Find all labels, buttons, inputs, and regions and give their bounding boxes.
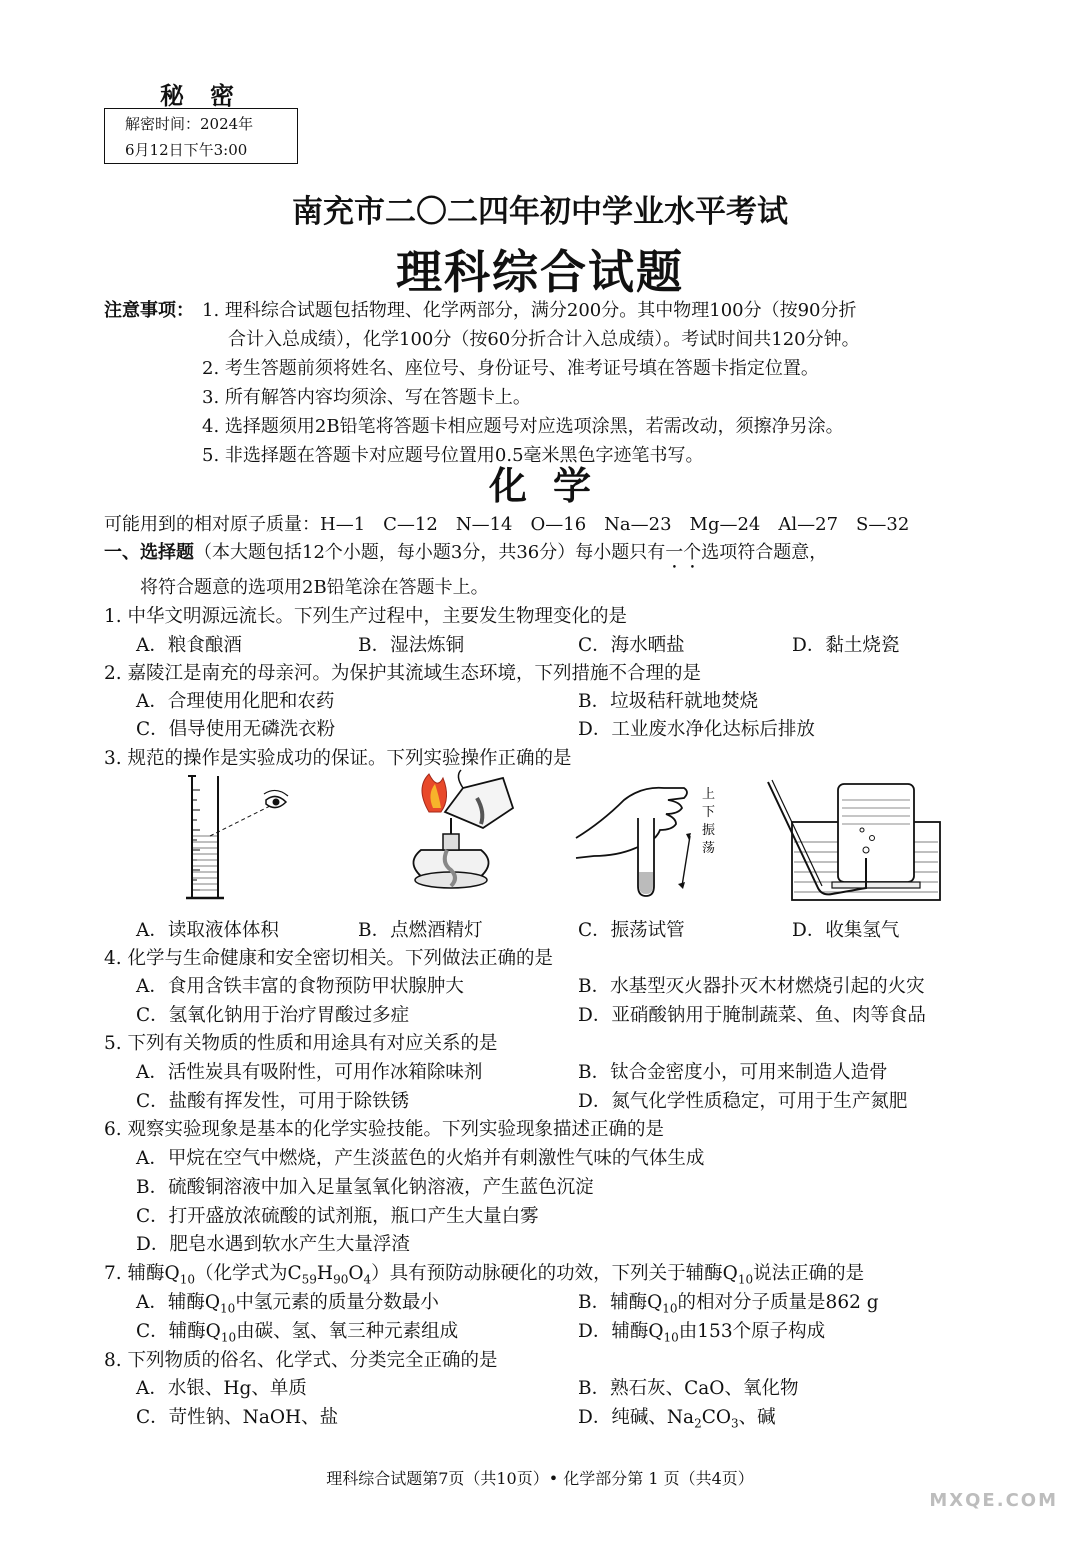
- option: D．氮气化学性质稳定，可用于生产氮肥: [578, 1091, 908, 1112]
- question-stem: 1. 中华文明源远流长。下列生产过程中，主要发生物理变化的是: [104, 606, 628, 627]
- section-heading: [104, 538, 994, 603]
- option: C．倡导使用无磷洗衣粉: [136, 719, 336, 740]
- alcohol-lamp-figure: [385, 768, 525, 913]
- option: C．盐酸有挥发性，可用于除铁锈: [136, 1091, 410, 1112]
- shake-label-3: 振: [702, 823, 716, 838]
- option: A．粮食酿酒: [136, 635, 242, 656]
- notice-item: 3. 所有解答内容均须涂、写在答题卡上。: [202, 387, 531, 408]
- option: B．熟石灰、CaO、氧化物: [578, 1378, 799, 1399]
- option: A．读取液体体积: [136, 920, 279, 941]
- option: C．打开盛放浓硫酸的试剂瓶，瓶口产生大量白雾: [136, 1206, 539, 1227]
- option: C．振荡试管: [578, 920, 685, 941]
- option: C．海水晒盐: [578, 635, 685, 656]
- exam-title: 南充市二〇二四年初中学业水平考试: [292, 194, 788, 230]
- shake-test-tube-figure: [572, 778, 722, 903]
- declassify-box: [104, 108, 298, 164]
- notice-item: 2. 考生答题前须将姓名、座位号、身份证号、准考证号填在答题卡指定位置。: [202, 358, 819, 379]
- option: C．苛性钠、NaOH、盐: [136, 1407, 339, 1428]
- option: B．钛合金密度小，可用来制造人造骨: [578, 1062, 888, 1083]
- question-stem: 8. 下列物质的俗名、化学式、分类完全正确的是: [104, 1350, 498, 1371]
- main-title: 理科综合试题: [396, 245, 684, 299]
- option: D．纯碱、$Na_2CO_3$、碱: [578, 1407, 776, 1431]
- question-stem: 4. 化学与生命健康和安全密切相关。下列做法正确的是: [104, 948, 554, 969]
- notice-label: 注意事项：: [104, 300, 194, 321]
- option: B．辅酶$Q_{10}$的相对分子质量是862 g: [578, 1292, 879, 1316]
- option: C．辅酶$Q_{10}$由碳、氢、氧三种元素组成: [136, 1321, 459, 1345]
- question-stem: 3. 规范的操作是实验成功的保证。下列实验操作正确的是: [104, 748, 572, 769]
- section-emphasis: 一个: [665, 542, 702, 563]
- shake-label-1: 上: [702, 787, 716, 802]
- notice-item: 5. 非选择题在答题卡对应题号位置用0.5毫米黑色字迹笔书写。: [202, 445, 704, 466]
- question-stem: 5. 下列有关物质的性质和用途具有对应关系的是: [104, 1033, 498, 1054]
- option: D．辅酶$Q_{10}$由153个原子构成: [578, 1321, 826, 1345]
- option: A．甲烷在空气中燃烧，产生淡蓝色的火焰并有刺激性气味的气体生成: [136, 1148, 705, 1169]
- option: A．食用含铁丰富的食物预防甲状腺肿大: [136, 976, 464, 997]
- option: D．黏土烧瓷: [792, 635, 900, 656]
- option: A．活性炭具有吸附性，可用作冰箱除味剂: [136, 1062, 483, 1083]
- declassify-line-1: 解密时间：2024年: [125, 115, 254, 133]
- option: D．亚硝酸钠用于腌制蔬菜、鱼、肉等食品: [578, 1005, 926, 1026]
- question-stem: 6. 观察实验现象是基本的化学实验技能。下列实验现象描述正确的是: [104, 1119, 665, 1140]
- graduated-cylinder-figure: [170, 770, 300, 908]
- option: B．点燃酒精灯: [358, 920, 483, 941]
- section-title: 一、选择题: [104, 542, 194, 563]
- shake-label-2: 下: [702, 805, 716, 820]
- option: D．工业废水净化达标后排放: [578, 719, 815, 740]
- section-desc-line2: 将符合题意的选项用2B铅笔涂在答题卡上。: [140, 577, 489, 598]
- section-desc-end: 选项符合题意，: [701, 542, 828, 563]
- option: B．硫酸铜溶液中加入足量氢氧化钠溶液，产生蓝色沉淀: [136, 1177, 594, 1198]
- notice-item: 4. 选择题须用2B铅笔将答题卡相应题号对应选项涂黑，若需改动，须擦净另涂。: [202, 416, 844, 437]
- secret-label: 秘密: [160, 81, 260, 110]
- page-footer: 理科综合试题第7页（共10页）• 化学部分第 1 页（共4页）: [326, 1469, 754, 1488]
- option: B．水基型灭火器扑灭木材燃烧引起的火灾: [578, 976, 925, 997]
- option: A．合理使用化肥和农药: [136, 691, 335, 712]
- gas-collection-figure: [762, 778, 952, 908]
- notice-item: 合计入总成绩），化学100分（按60分折合计入总成绩）。考试时间共120分钟。: [228, 329, 860, 350]
- option: C．氢氧化钠用于治疗胃酸过多症: [136, 1005, 410, 1026]
- watermark-logo: MXQE.COM: [929, 1490, 1058, 1511]
- question-stem: 2. 嘉陵江是南充的母亲河。为保护其流域生态环境，下列措施不合理的是: [104, 663, 702, 684]
- shake-label-4: 荡: [702, 841, 716, 856]
- section-desc: （本大题包括12个小题，每小题3分，共36分）每小题只有: [194, 542, 666, 563]
- atomic-masses: 可能用到的相对原子质量：H—1 C—12 N—14 O—16 Na—23 Mg—24 Al—27 S—32: [104, 514, 910, 535]
- option: B．湿法炼铜: [358, 635, 465, 656]
- subject-title: 化学: [488, 463, 617, 508]
- option: D．肥皂水遇到软水产生大量浮渣: [136, 1234, 410, 1255]
- option: B．垃圾秸秆就地焚烧: [578, 691, 759, 712]
- declassify-line-2: 6月12日下午3:00: [125, 141, 248, 159]
- option: A．辅酶$Q_{10}$中氢元素的质量分数最小: [136, 1292, 439, 1316]
- option: A．水银、Hg、单质: [136, 1378, 307, 1399]
- notice-block: [104, 296, 994, 470]
- notice-item: 1. 理科综合试题包括物理、化学两部分，满分200分。其中物理100分（按90分折: [202, 300, 857, 321]
- question-stem: 7. 辅酶$Q_{10}$（化学式为$C_{59}H_{90}O_4$）具有预防动脉硬化的功效，下列关于辅酶$Q_{10}$说法正确的是: [104, 1263, 865, 1287]
- option: D．收集氢气: [792, 920, 900, 941]
